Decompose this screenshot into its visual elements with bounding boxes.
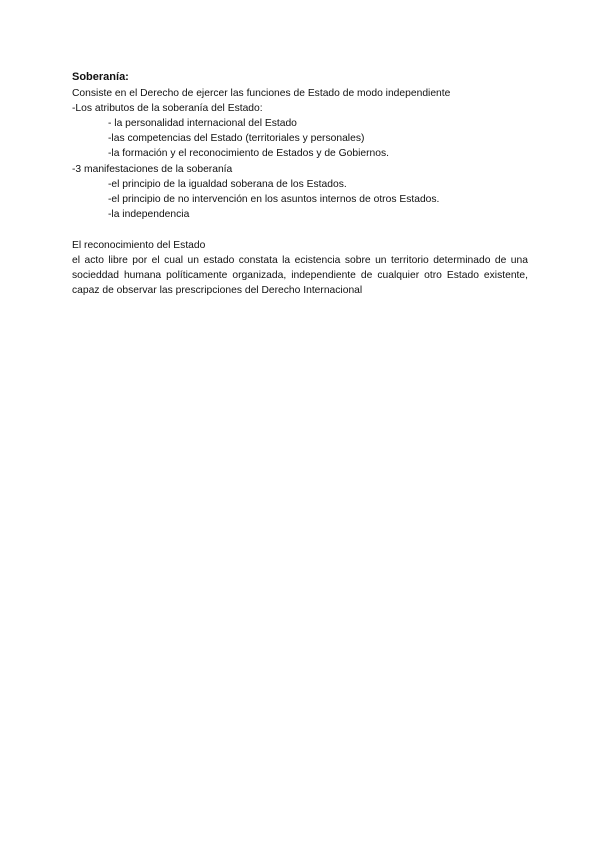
section-heading-soberania: Soberanía: [72,71,129,83]
paragraph-spacer [72,222,530,237]
attribute-item: -las competencias del Estado (territoriales y personales) [108,133,365,145]
attribute-item: -la formación y el reconocimiento de Estados y de Gobiernos. [108,148,390,160]
section-heading-reconocimiento: El reconocimiento del Estado [72,239,206,251]
document-body [72,70,530,298]
manifestation-item: -la independencia [108,209,190,221]
reconocimiento-paragraph: el acto libre por el cual un estado constata la ecistencia sobre un territorio determinado de una socieddad humana políticamente organizada, independiente de cualquier otro Estado existente, capaz de observar las prescripciones del Derecho Internacional [72,254,528,297]
soberania-definition: Consiste en el Derecho de ejercer las funciones de Estado de modo independiente [72,87,451,99]
attribute-item: - la personalidad internacional del Estado [108,117,297,129]
manifestation-item: -el principio de no intervención en los asuntos internos de otros Estados. [108,193,440,205]
manifestation-item: -el principio de la igualdad soberana de los Estados. [108,178,347,190]
manifestations-intro: -3 manifestaciones de la soberanía [72,163,233,175]
attributes-intro: -Los atributos de la soberanía del Estado: [72,102,263,114]
